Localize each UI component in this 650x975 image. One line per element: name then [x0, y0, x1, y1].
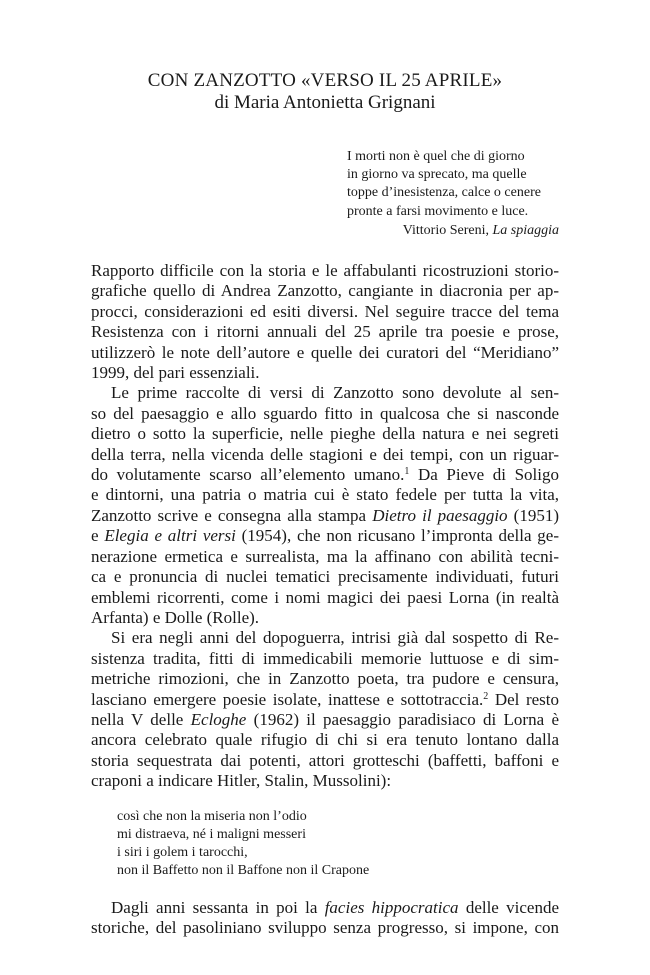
text-line	[91, 690, 559, 710]
text-segment: (1962) il paesaggio paradisiaco di Lorna è	[246, 709, 559, 729]
text-line: craponi a indicare Hitler, Stalin, Mussolini):	[91, 771, 392, 791]
text-line: procci, considerazioni ed esiti diversi. Nel seguire tracce del tema	[91, 301, 559, 321]
text-segment: Zanzotto scrive e consegna alla stampa	[91, 505, 373, 525]
text-segment: nella V delle	[91, 709, 191, 729]
book-title: Elegia e altri versi	[104, 526, 236, 546]
text-segment: (1951)	[507, 505, 559, 525]
paragraph	[91, 383, 559, 628]
body-text	[91, 261, 559, 939]
text-line: utilizzerò le note dell’autore e quelle dei curatori del “Meridiano”	[91, 342, 559, 362]
text-line: della terra, nella vicenda delle stagioni e dei tempi, con un riguar-	[91, 444, 559, 464]
text-line: nerazione ermetica e surrealista, ma la affinano con abilità tecni-	[91, 546, 559, 566]
text-line: so del paesaggio e allo sguardo fitto in qualcosa che si nasconde	[91, 403, 559, 423]
epigraph-attribution	[347, 222, 559, 240]
verse-line: i siri i golem i tarocchi,	[117, 845, 248, 861]
epigraph-work: La spiaggia	[492, 222, 559, 238]
footnote-ref: 1	[404, 466, 410, 478]
text-segment: lasciano emergere poesie isolate, inattese e sottotraccia.	[91, 689, 484, 709]
text-segment: (1954), che non ricusano l’impronta della ge-	[235, 526, 559, 546]
text-line: ancora celebrato quale rifugio di chi si era tenuto lontano dalla	[91, 730, 559, 750]
text-line: emblemi ricorrenti, come i nomi magici dei paesi Lorna (in realtà	[91, 587, 559, 607]
text-line: storiche, del pasoliniano sviluppo senza progresso, si impone, con	[91, 918, 559, 938]
text-line: ca e pronuncia di nuclei tematici precisamente individuati, futuri	[91, 567, 559, 587]
text-line: Resistenza con i ritorni annuali del 25 aprile tra poesie e prose,	[91, 322, 559, 342]
text-segment: Del resto	[488, 689, 559, 709]
text-line: storia sequestrata dai potenti, attori grotteschi (baffetti, baffoni e	[91, 750, 559, 770]
text-line: metriche rimozioni, che in Zanzotto poeta, tra pudore e censura,	[91, 669, 559, 689]
text-line	[91, 465, 559, 485]
text-line: Le prime raccolte di versi di Zanzotto sono devolute al sen-	[111, 383, 559, 403]
text-segment: Da Pieve di Soligo	[409, 465, 559, 485]
essay-title: CON ZANZOTTO «VERSO IL 25 APRILE»	[147, 70, 503, 91]
text-segment: delle vicende	[458, 897, 560, 917]
paragraph	[91, 261, 559, 383]
paragraph	[91, 898, 559, 939]
epigraph-author: Vittorio Sereni,	[402, 222, 493, 238]
book-title: Ecloghe	[190, 709, 247, 729]
text-line	[91, 526, 559, 546]
epigraph-line: in giorno va sprecato, ma quelle	[347, 167, 527, 183]
verse-line: non il Baffetto non il Baffone non il Crapone	[117, 863, 370, 879]
footnote-ref: 2	[483, 690, 489, 702]
essay-author: di Maria Antonietta Grignani	[214, 92, 436, 113]
text-line: dietro o sotto la superficie, nelle pieghe della natura e nei segreti	[91, 424, 559, 444]
text-line: e dintorni, una patria o matria cui è stato fedele per tutta la vita,	[91, 485, 559, 505]
text-segment: e	[91, 526, 105, 546]
epigraph-line: pronte a farsi movimento e luce.	[347, 203, 529, 219]
text-line: grafiche quello di Andrea Zanzotto, cangiante in diacronia per ap-	[91, 281, 559, 301]
text-line: sistenza tradita, fitti di immedicabili memorie luttuose e di sim-	[91, 648, 559, 668]
verse-line: mi distraeva, né i maligni messeri	[117, 826, 306, 842]
text-line: 1999, del pari essenziali.	[91, 363, 260, 383]
text-segment: Dagli anni sessanta in poi la	[111, 897, 325, 917]
epigraph-line: I morti non è quel che di giorno	[347, 149, 525, 164]
text-line: Si era negli anni del dopoguerra, intrisi già dal sospetto di Re-	[111, 628, 559, 648]
book-title: Dietro il paesaggio	[372, 505, 508, 525]
text-line: Arfanta) e Dolle (Rolle).	[91, 607, 260, 627]
latin-phrase: facies hippocratica	[324, 897, 459, 917]
epigraph	[347, 148, 559, 240]
text-line: Rapporto difficile con la storia e le affabulanti ricostruzioni storio-	[91, 261, 559, 280]
text-line	[91, 506, 559, 526]
text-line	[91, 710, 559, 730]
verse-quotation	[117, 808, 559, 881]
text-line	[91, 898, 559, 918]
epigraph-line: toppe d’inesistenza, calce o cenere	[347, 185, 541, 201]
text-segment: do volutamente scarso all’elemento umano.	[91, 465, 405, 485]
verse-line: così che non la miseria non l’odio	[117, 808, 307, 824]
paragraph	[91, 628, 559, 791]
